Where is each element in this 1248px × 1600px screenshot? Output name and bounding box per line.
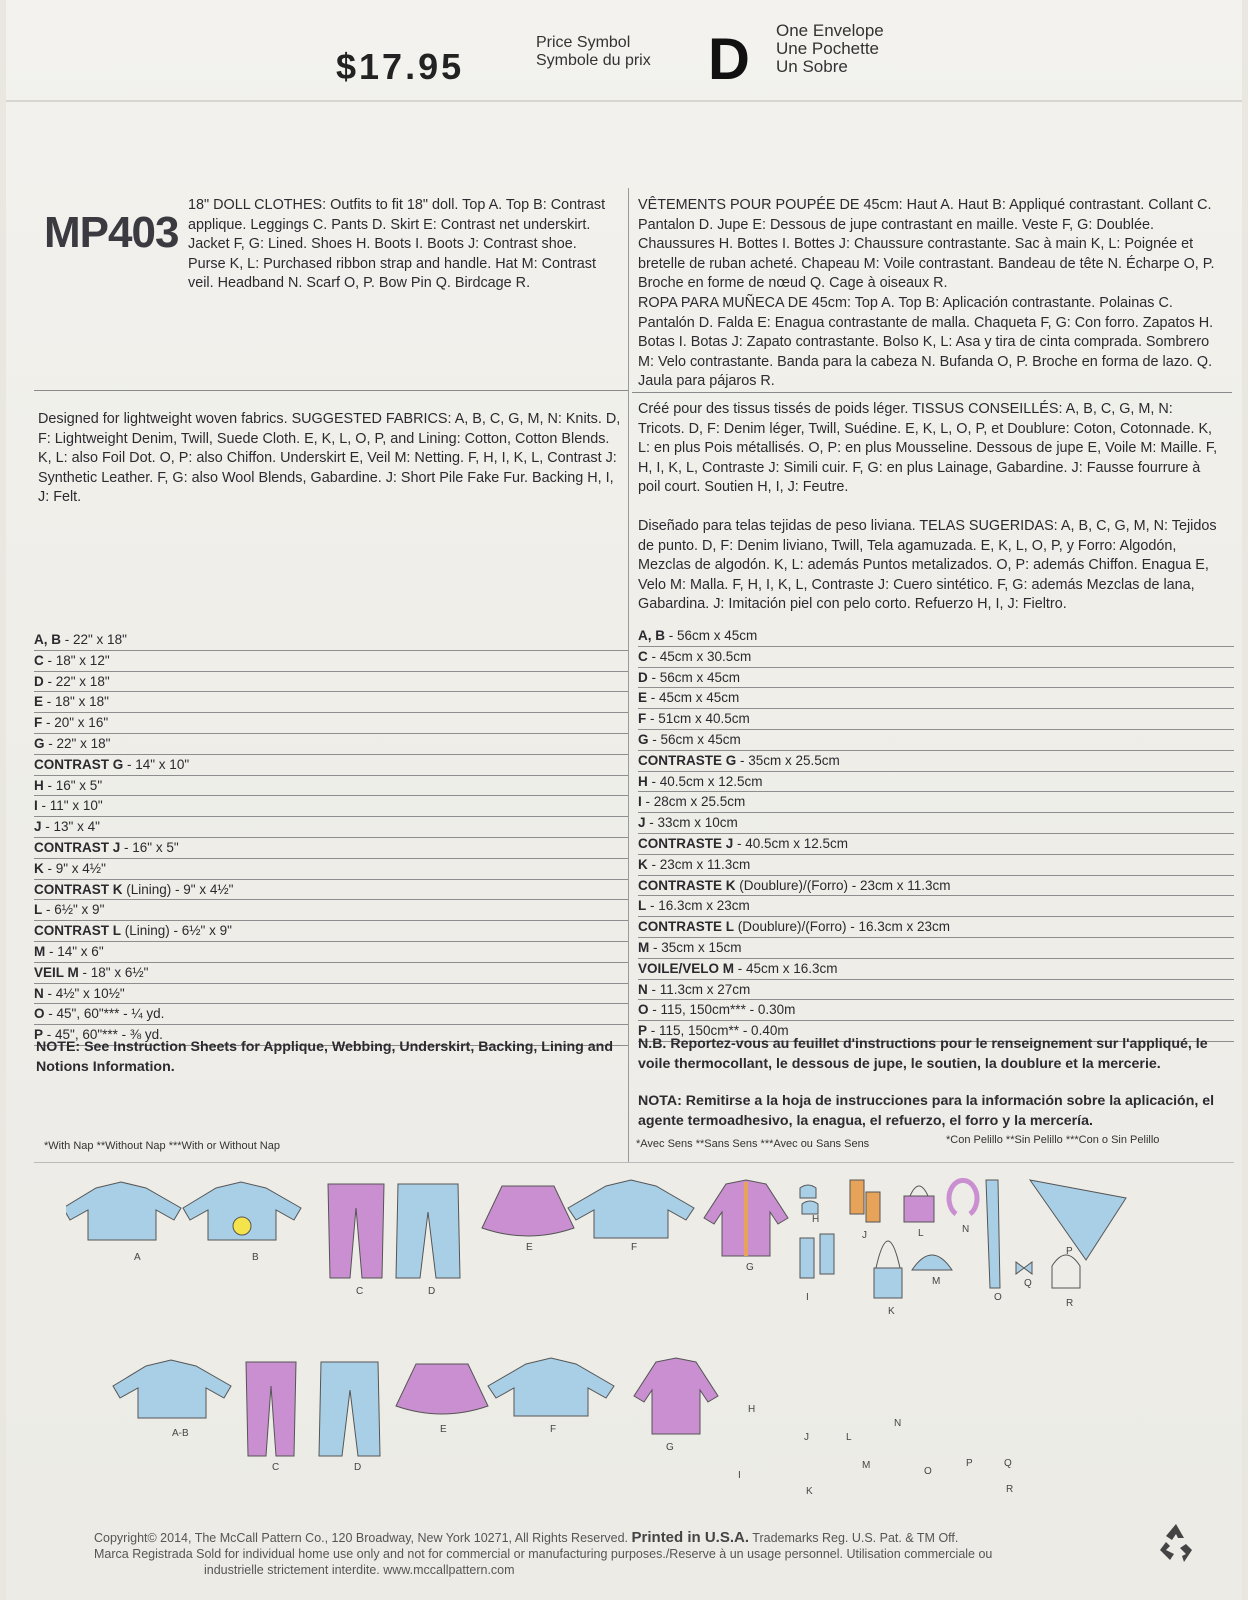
yardage-row — [638, 626, 1234, 647]
yardage-view: G — [34, 735, 45, 751]
yardage-row — [638, 751, 1234, 772]
yardage-view: L — [34, 902, 43, 918]
yardage-row — [34, 1004, 628, 1025]
yardage-view: F — [34, 715, 43, 731]
note-fr: N.B. Reportez-vous au feuillet d'instructions pour le renseignement sur l'appliqué, le voile thermocollant, le dessous de jupe, le soutien, la doublure et la mercerie. — [638, 1036, 1208, 1072]
pattern-envelope-back — [6, 0, 1242, 1600]
yardage-view: CONTRASTE G — [638, 752, 737, 768]
yardage-row — [638, 772, 1234, 793]
view-a-top — [66, 1182, 181, 1240]
yardage-view: A, B — [638, 628, 665, 643]
yardage-view: C — [34, 652, 44, 668]
yardage-amount: - 45cm x 30.5cm — [647, 648, 752, 664]
yardage-row — [638, 834, 1234, 855]
yardage-view: L — [638, 898, 647, 914]
price-symbol-fr: Symbole du prix — [536, 52, 651, 69]
view-letter: D — [428, 1286, 436, 1297]
yardage-row — [638, 813, 1234, 834]
yardage-view: I — [638, 794, 642, 810]
yardage-amount: - 115, 150cm*** - 0.30m — [648, 1002, 796, 1018]
note-en: NOTE: See Instruction Sheets for Applique, Webbing, Underskirt, Backing, Lining and Notions Information. — [36, 1039, 614, 1075]
yardage-row — [34, 796, 628, 817]
yardage-amount: - 45cm x 45cm — [647, 690, 740, 706]
view-j-boots-pair — [866, 1192, 880, 1222]
view-i-boots — [800, 1238, 814, 1278]
yardage-row — [34, 755, 628, 776]
envelope-en: One Envelope — [776, 21, 884, 40]
yardage-view: CONTRASTE J — [638, 835, 734, 851]
yardage-amount: - 56cm x 45cm — [648, 731, 741, 747]
price: $17.95 — [336, 46, 465, 87]
yardage-row — [638, 792, 1234, 813]
front-views — [66, 1180, 1126, 1298]
note-es: NOTA: Remitirse a la hoja de instrucciones para la información sobre la aplicación, el agente termoadhesivo, la enagua, el refuerzo, el forro y la mercería. — [638, 1093, 1215, 1129]
view-letter: F — [550, 1424, 557, 1435]
view-d-pants — [396, 1184, 460, 1278]
view-f-jacket — [568, 1180, 694, 1238]
garment-illustrations — [66, 1178, 1186, 1518]
yardage-row — [34, 963, 628, 984]
yardage-row — [34, 984, 628, 1005]
view-letter: M — [862, 1460, 871, 1471]
yardage-amount: - 56cm x 45cm — [665, 628, 758, 643]
column-divider — [628, 188, 629, 1163]
yardage-row — [638, 938, 1234, 959]
view-letter: O — [994, 1292, 1002, 1303]
yardage-row — [34, 692, 628, 713]
yardage-amount: - 14" x 10" — [123, 756, 190, 772]
yardage-row — [34, 921, 628, 942]
yardage-view: O — [34, 1006, 45, 1022]
recycle-icon — [1154, 1520, 1198, 1564]
price-header — [336, 18, 1236, 92]
yardage-view: P — [34, 1027, 44, 1043]
view-letter: R — [1006, 1484, 1014, 1495]
view-k-purse — [874, 1268, 902, 1298]
description-es: ROPA PARA MUÑECA DE 45cm: Top A. Top B: Aplicación contrastante. Polainas C. Pantalón D. Falda E: Enagua contrastante de malla. Chaqueta F, G: Con forro. Zapatos H. Botas I. Botas J: Zapato contrastante. Bolso K, L: Asa y tira de cinta comprada. Sombrero M: Velo contrastante. Banda para la cabeza N. Bufanda O, P. Broche en forma de lazo. Q. Jaula para pájaros R. — [638, 295, 1214, 390]
nap-legend-en: *With Nap **Without Nap ***With or Without Nap — [44, 1140, 280, 1152]
yardage-amount: - 115, 150cm** - 0.40m — [647, 1023, 789, 1039]
yardage-view: G — [638, 731, 649, 747]
view-letter: I — [738, 1470, 741, 1481]
yardage-amount: (Doublure)/(Forro) - 23cm x 11.3cm — [735, 877, 951, 893]
copyright-footer — [94, 1530, 1154, 1578]
yardage-view: I — [34, 798, 38, 814]
yardage-row — [34, 859, 628, 880]
back-g-jacket — [634, 1358, 718, 1434]
yardage-amount: (Doublure)/(Forro) - 16.3cm x 23cm — [734, 919, 951, 935]
yardage-row — [34, 776, 628, 797]
yardage-amount: - 9" x 4½" — [43, 860, 106, 876]
yardage-row — [638, 668, 1234, 689]
fabrics-es: Diseñado para telas tejidas de peso liviana. TELAS SUGERIDAS: A, B, C, G, M, N: Tejidos de punto. D, F: Denim liviano, Twill, Tela agamuzada. E, K, L, O, P, y Forro: Algodón, Mezclas de algodón. K, L: además Puntos metalizados. O, P: además Chiffon. Enagua E, Velo M: Malla. F, H, I, K, L, Contraste J: Cuero sintético. F, G: además Mezclas de lana, Gabardina. J: Imitación piel con pelo corto. Refuerzo H, I, J: Fieltro. — [638, 518, 1217, 613]
view-letter: K — [806, 1486, 813, 1497]
yardage-view: C — [638, 648, 648, 664]
usage-notice: Marca Registrada Sold for individual home use only and not for commercial or manufacturing purposes./Reserve à un usage personnel. Utilisation commerciale ou — [94, 1547, 993, 1561]
view-h-shoes — [800, 1185, 818, 1214]
yardage-row — [638, 917, 1234, 938]
yardage-row — [34, 630, 628, 651]
view-letter: H — [748, 1404, 756, 1415]
view-l-handle — [910, 1186, 928, 1196]
yardage-amount: (Lining) - 6½" x 9" — [121, 923, 232, 939]
yardage-view: CONTRAST G — [34, 756, 124, 772]
view-k-strap — [876, 1241, 900, 1268]
yardage-amount: - 18" x 18" — [43, 694, 109, 710]
envelope-es: Un Sobre — [776, 57, 848, 76]
view-letter: Q — [1004, 1458, 1012, 1469]
yardage-amount: - 22" x 18" — [43, 673, 110, 689]
view-letters-back — [172, 1404, 1013, 1497]
yardage-row — [638, 855, 1234, 876]
fabrics-en: Designed for lightweight woven fabrics. SUGGESTED FABRICS: A, B, C, G, M, N: Knits. D, F: Lightweight Denim, Twill, Suede Cloth. E, K, L, O, P, and Lining: Cotton, Cotton Blends. K, L: also Foil Dot. O, P: also Chiffon. Underskirt E, Veil M: Netting. F, H, I, K, L, Contrast J: Synthetic Leather. F, G: also Wool Blends, Gabardine. J: Short Pile Fake Fur. Backing H, I, J: Felt. — [38, 411, 621, 506]
view-o-scarf — [986, 1180, 1000, 1288]
website-line: industrielle strictement interdite. www.mccallpattern.com — [204, 1563, 515, 1577]
yardage-amount: - 51cm x 40.5cm — [646, 711, 750, 727]
yardage-row — [34, 838, 628, 859]
view-letter: G — [666, 1442, 674, 1453]
view-letter: C — [356, 1286, 364, 1297]
yardage-view: CONTRAST L — [34, 923, 121, 939]
view-letter: Q — [1024, 1278, 1032, 1289]
yardage-amount: - 22" x 18" — [61, 632, 127, 647]
yardage-view: CONTRAST K — [34, 881, 123, 897]
view-letter: E — [526, 1242, 533, 1253]
yardage-amount: - 18" x 6½" — [78, 964, 149, 980]
yardage-row — [34, 942, 628, 963]
yardage-view: J — [638, 815, 646, 831]
envelope-fold — [6, 100, 1242, 102]
view-letter: L — [918, 1228, 924, 1239]
back-a-b-top — [113, 1360, 231, 1418]
yardage-row — [34, 734, 628, 755]
yardage-row — [638, 876, 1234, 897]
view-letter: M — [932, 1276, 941, 1287]
yardage-view: M — [638, 939, 650, 955]
yardage-amount: (Lining) - 9" x 4½" — [122, 881, 234, 897]
view-j-boots — [850, 1180, 864, 1214]
view-b-applique — [233, 1217, 251, 1235]
back-e-skirt — [396, 1364, 488, 1414]
yardage-row — [638, 896, 1234, 917]
yardage-amount: - 33cm x 10cm — [645, 815, 738, 831]
nap-legend-fr: *Avec Sens **Sans Sens ***Avec ou Sans Sens — [636, 1138, 870, 1150]
yardage-amount: - 6½" x 9" — [42, 902, 105, 918]
yardage-table-imperial — [34, 630, 628, 1046]
view-letter: J — [862, 1230, 867, 1241]
envelope-label — [776, 22, 884, 76]
view-letter: N — [894, 1418, 902, 1429]
divider — [34, 390, 628, 391]
yardage-amount: - 13" x 4" — [41, 819, 100, 835]
price-symbol-label — [536, 34, 651, 70]
view-letter: L — [846, 1432, 852, 1443]
view-letter: F — [631, 1242, 638, 1253]
back-d-pants — [319, 1362, 380, 1456]
yardage-row — [638, 980, 1234, 1001]
yardage-view: H — [638, 773, 648, 789]
yardage-view: K — [34, 860, 44, 876]
view-letter: P — [1066, 1246, 1073, 1257]
view-letter: I — [806, 1292, 809, 1303]
view-letter: N — [962, 1224, 970, 1235]
view-letter: R — [1066, 1298, 1074, 1309]
yardage-view: E — [638, 690, 648, 706]
view-letter: P — [966, 1458, 973, 1469]
view-e-skirt — [482, 1186, 574, 1236]
yardage-view: E — [34, 694, 44, 710]
yardage-row — [34, 880, 628, 901]
yardage-view: N — [638, 981, 648, 997]
yardage-view: VEIL M — [34, 964, 79, 980]
yardage-view: CONTRASTE L — [638, 919, 734, 935]
yardage-amount: - 16" x 5" — [120, 839, 179, 855]
yardage-view: H — [34, 777, 44, 793]
divider — [632, 392, 1232, 393]
divider — [34, 1162, 1234, 1163]
fabrics-fr: Créé pour des tissus tissés de poids léger. TISSUS CONSEILLÉS: A, B, C, G, M, N: Tricots. D, F: Denim léger, Twill, Suédine. E, K, L, O, P, et Doublure: Coton, Cotonnade. K, L: en plus Pois métallisés. O, P: en plus Mousseline. Dessous de jupe E, Voile M: Maille. F, H, I, K, L, Contraste J: Simili cuir. F, G: en plus Lainage, Gabardine. J: Fausse fourrure à poil court. Soutien H, I, J: Feutre. — [638, 401, 1218, 496]
description-en: 18" DOLL CLOTHES: Outfits to fit 18" doll. Top A. Top B: Contrast applique. Leggings C. Pants D. Skirt E: Contrast net underskirt. Jacket F, G: Lined. Shoes H. Boots I. Boots J: Contrast shoe. Purse K, L: Purchased ribbon strap and handle. Hat M: Contrast veil. Headband N. Scarf O, P. Bow Pin Q. Birdcage R. — [188, 197, 606, 292]
yardage-amount: - 40.5cm x 12.5cm — [647, 773, 763, 789]
yardage-amount: - 28cm x 25.5cm — [641, 794, 746, 810]
envelope-fr: Une Pochette — [776, 39, 880, 58]
yardage-amount: - 23cm x 11.3cm — [647, 856, 751, 872]
printed-in: Printed in U.S.A. — [631, 1529, 750, 1546]
yardage-amount: - 11" x 10" — [37, 798, 103, 814]
yardage-row — [638, 1000, 1234, 1021]
view-letter: O — [924, 1466, 932, 1477]
back-f-jacket — [488, 1358, 614, 1416]
yardage-view: D — [638, 669, 648, 685]
yardage-view: M — [34, 943, 46, 959]
view-letter: H — [812, 1214, 820, 1225]
yardage-row — [34, 900, 628, 921]
price-symbol-letter: D — [708, 27, 750, 92]
yardage-view: F — [638, 711, 647, 727]
view-i-boots-pair — [820, 1234, 834, 1274]
yardage-view: VOILE/VELO M — [638, 960, 735, 976]
yardage-row — [638, 688, 1234, 709]
back-views — [113, 1358, 718, 1456]
yardage-amount: - 20" x 16" — [42, 715, 109, 731]
view-letter: D — [354, 1462, 362, 1473]
yardage-amount: - 35cm x 25.5cm — [736, 752, 840, 768]
yardage-amount: - 16.3cm x 23cm — [646, 898, 750, 914]
yardage-row — [34, 713, 628, 734]
pattern-code: MP403 — [44, 208, 179, 257]
view-m-hat — [912, 1255, 952, 1270]
yardage-row — [638, 709, 1234, 730]
yardage-view: A, B — [34, 632, 61, 647]
yardage-amount: - 45cm x 16.3cm — [734, 960, 838, 976]
yardage-amount: - 18" x 12" — [43, 652, 110, 668]
view-p-scarf — [1030, 1180, 1126, 1260]
yardage-row — [34, 651, 628, 672]
yardage-view: CONTRAST J — [34, 839, 121, 855]
view-l-purse — [904, 1196, 934, 1222]
view-letter: B — [252, 1252, 259, 1263]
yardage-amount: - 45", 60"*** - ⅜ yd. — [43, 1027, 163, 1043]
view-letter: G — [746, 1262, 754, 1273]
yardage-view: N — [34, 985, 44, 1001]
price-symbol-en: Price Symbol — [536, 34, 631, 51]
yardage-row — [638, 647, 1234, 668]
description-fr: VÊTEMENTS POUR POUPÉE DE 45cm: Haut A. Haut B: Appliqué contrastant. Collant C. Pantalon D. Jupe E: Dessous de jupe contrastant en maille. Veste F, G: Doublée. Chaussures H. Bottes I. Bottes J: Chaussure contrastante. Sac à main K, L: Poignée et bretelle de ruban acheté. Chapeau M: Voile contrastant. Bandeau de tête N. Écharpe O, P. Broche en forme de nœud Q. Cage à oiseaux R. — [638, 197, 1215, 292]
yardage-table-metric — [638, 626, 1234, 1042]
yardage-amount: - 4½" x 10½" — [43, 985, 125, 1001]
view-r-birdcage — [1052, 1255, 1080, 1288]
yardage-amount: - 40.5cm x 12.5cm — [733, 835, 849, 851]
yardage-amount: - 11.3cm x 27cm — [647, 981, 751, 997]
yardage-view: K — [638, 856, 648, 872]
yardage-row — [34, 817, 628, 838]
back-c-leggings — [246, 1362, 296, 1456]
yardage-row — [638, 730, 1234, 751]
view-letter: A-B — [172, 1428, 189, 1439]
yardage-row — [638, 959, 1234, 980]
view-letter: K — [888, 1306, 895, 1317]
view-letter: C — [272, 1462, 280, 1473]
yardage-view: P — [638, 1023, 648, 1039]
yardage-amount: - 45", 60"*** - ¼ yd. — [44, 1006, 165, 1022]
yardage-view: CONTRASTE K — [638, 877, 736, 893]
view-letter: J — [804, 1432, 809, 1443]
yardage-amount: - 14" x 6" — [45, 943, 104, 959]
view-q-bow — [1016, 1262, 1032, 1274]
trademarks: Trademarks Reg. U.S. Pat. & TM Off. — [752, 1531, 959, 1545]
yardage-row — [34, 672, 628, 693]
yardage-view: J — [34, 819, 42, 835]
view-c-leggings — [328, 1184, 384, 1278]
view-letter: E — [440, 1424, 447, 1435]
view-letter: A — [134, 1252, 141, 1263]
yardage-amount: - 56cm x 45cm — [647, 669, 741, 685]
yardage-amount: - 16" x 5" — [43, 777, 103, 793]
nap-legend-es: *Con Pelillo **Sin Pelillo ***Con o Sin Pelillo — [946, 1134, 1160, 1146]
view-n-headband — [949, 1180, 977, 1214]
yardage-amount: - 35cm x 15cm — [649, 939, 742, 955]
copyright: Copyright© 2014, The McCall Pattern Co., 120 Broadway, New York 10271, All Rights Reserved. — [94, 1531, 629, 1545]
yardage-view: D — [34, 673, 44, 689]
yardage-amount: - 22" x 18" — [44, 735, 111, 751]
yardage-view: O — [638, 1002, 649, 1018]
